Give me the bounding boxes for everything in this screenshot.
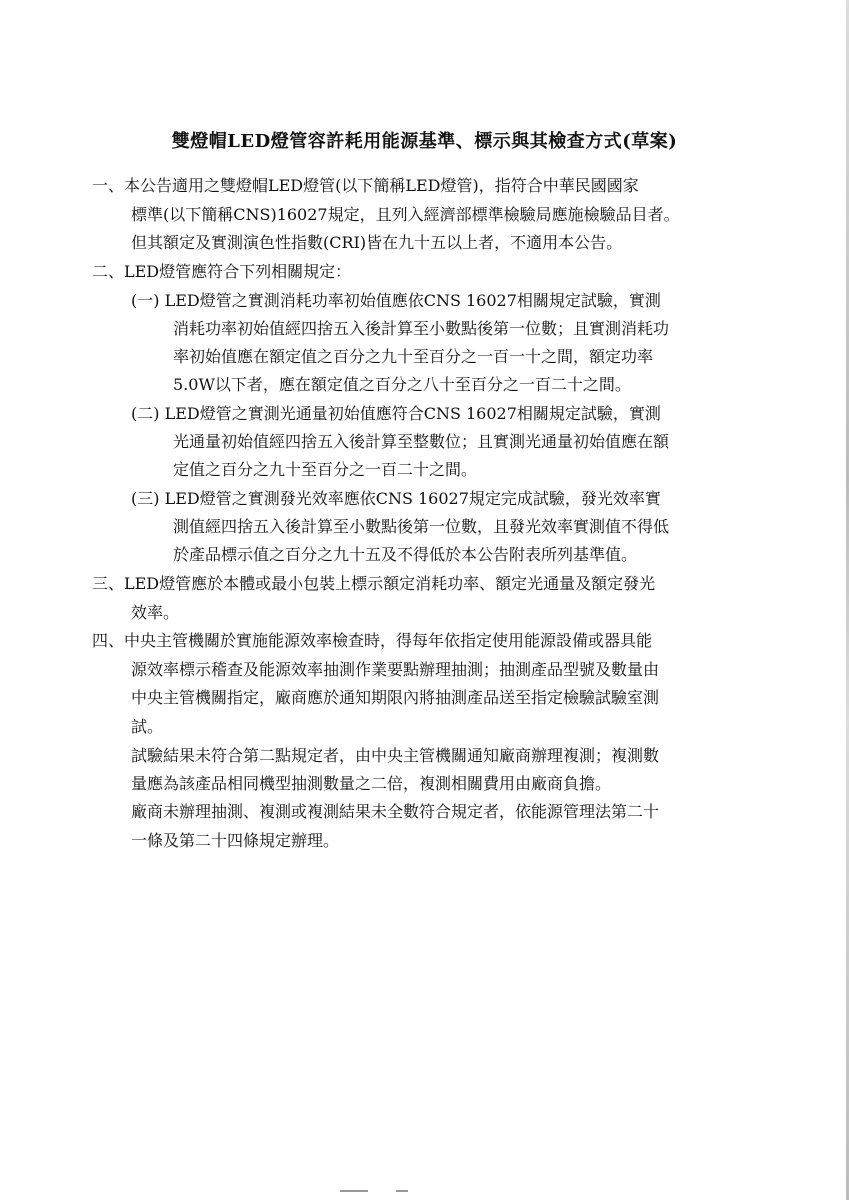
item-2-line-3: 定值之百分之九十至百分之一百二十之間。 <box>173 460 478 479</box>
scan-artifact <box>340 1190 368 1192</box>
item-2-line-2: 光通量初始值經四捨五入後計算至整數位；且實測光通量初始值應在額 <box>173 432 670 451</box>
para-3-line-2: 效率。 <box>131 603 180 622</box>
item-1-line-2: 消耗功率初始值經四捨五入後計算至小數點後第一位數；且實測消耗功 <box>173 319 670 338</box>
item-3-line-2: 測值經四捨五入後計算至小數點後第一位數，且發光效率實測值不得低 <box>173 517 670 536</box>
para-1-line-2: 標準(以下簡稱CNS)16027規定，且列入經濟部標準檢驗局應施檢驗品目者。 <box>131 205 680 224</box>
para-4-line-4: 試。 <box>131 717 164 736</box>
para-3-line-1: 三、LED燈管應於本體或最小包裝上標示額定消耗功率、額定光通量及額定發光 <box>92 574 656 593</box>
para-4-line-2: 源效率標示稽查及能源效率抽測作業要點辦理抽測；抽測產品型號及數量由 <box>131 660 660 679</box>
para-4-line-3: 中央主管機關指定，廠商應於通知期限內將抽測產品送至指定檢驗試驗室測 <box>131 688 660 707</box>
para-4-line-1: 四、中央主管機關於實施能源效率檢查時，得每年依指定使用能源設備或器具能 <box>92 631 653 650</box>
para-1-line-3: 但其額定及實測演色性指數(CRI)皆在九十五以上者，不適用本公告。 <box>131 233 623 252</box>
item-1-line-3: 率初始值應在額定值之百分之九十至百分之一百一十之間，額定功率 <box>173 347 654 366</box>
item-2-line-1: (二) LED燈管之實測光通量初始值應符合CNS 16027相關規定試驗，實測 <box>131 404 661 423</box>
para-5-line-2: 量應為該產品相同機型抽測數量之二倍，複測相關費用由廠商負擔。 <box>131 774 612 793</box>
item-1-line-4: 5.0W以下者，應在額定值之百分之八十至百分之一百二十之間。 <box>173 375 631 394</box>
para-6-line-1: 廠商未辦理抽測、複測或複測結果未全數符合規定者，依能源管理法第二十 <box>131 802 660 821</box>
item-1-line-1: (一) LED燈管之實測消耗功率初始值應依CNS 16027相關規定試驗，實測 <box>131 291 661 310</box>
scan-artifact <box>396 1190 408 1192</box>
document-title: 雙燈帽LED燈管容許耗用能源基準、標示與其檢查方式(草案) <box>171 131 678 152</box>
item-3-line-3: 於產品標示值之百分之九十五及不得低於本公告附表所列基準值。 <box>173 545 638 564</box>
para-2-heading: 二、LED燈管應符合下列相關規定： <box>92 262 352 281</box>
item-3-line-1: (三) LED燈管之實測發光效率應依CNS 16027規定完成試驗，發光效率實 <box>131 489 661 508</box>
para-6-line-2: 一條及第二十四條規定辦理。 <box>131 831 340 850</box>
para-5-line-1: 試驗結果未符合第二點規定者，由中央主管機關通知廠商辦理複測；複測數 <box>131 746 660 765</box>
para-1-line-1: 一、本公告適用之雙燈帽LED燈管(以下簡稱LED燈管)，指符合中華民國國家 <box>92 176 639 195</box>
